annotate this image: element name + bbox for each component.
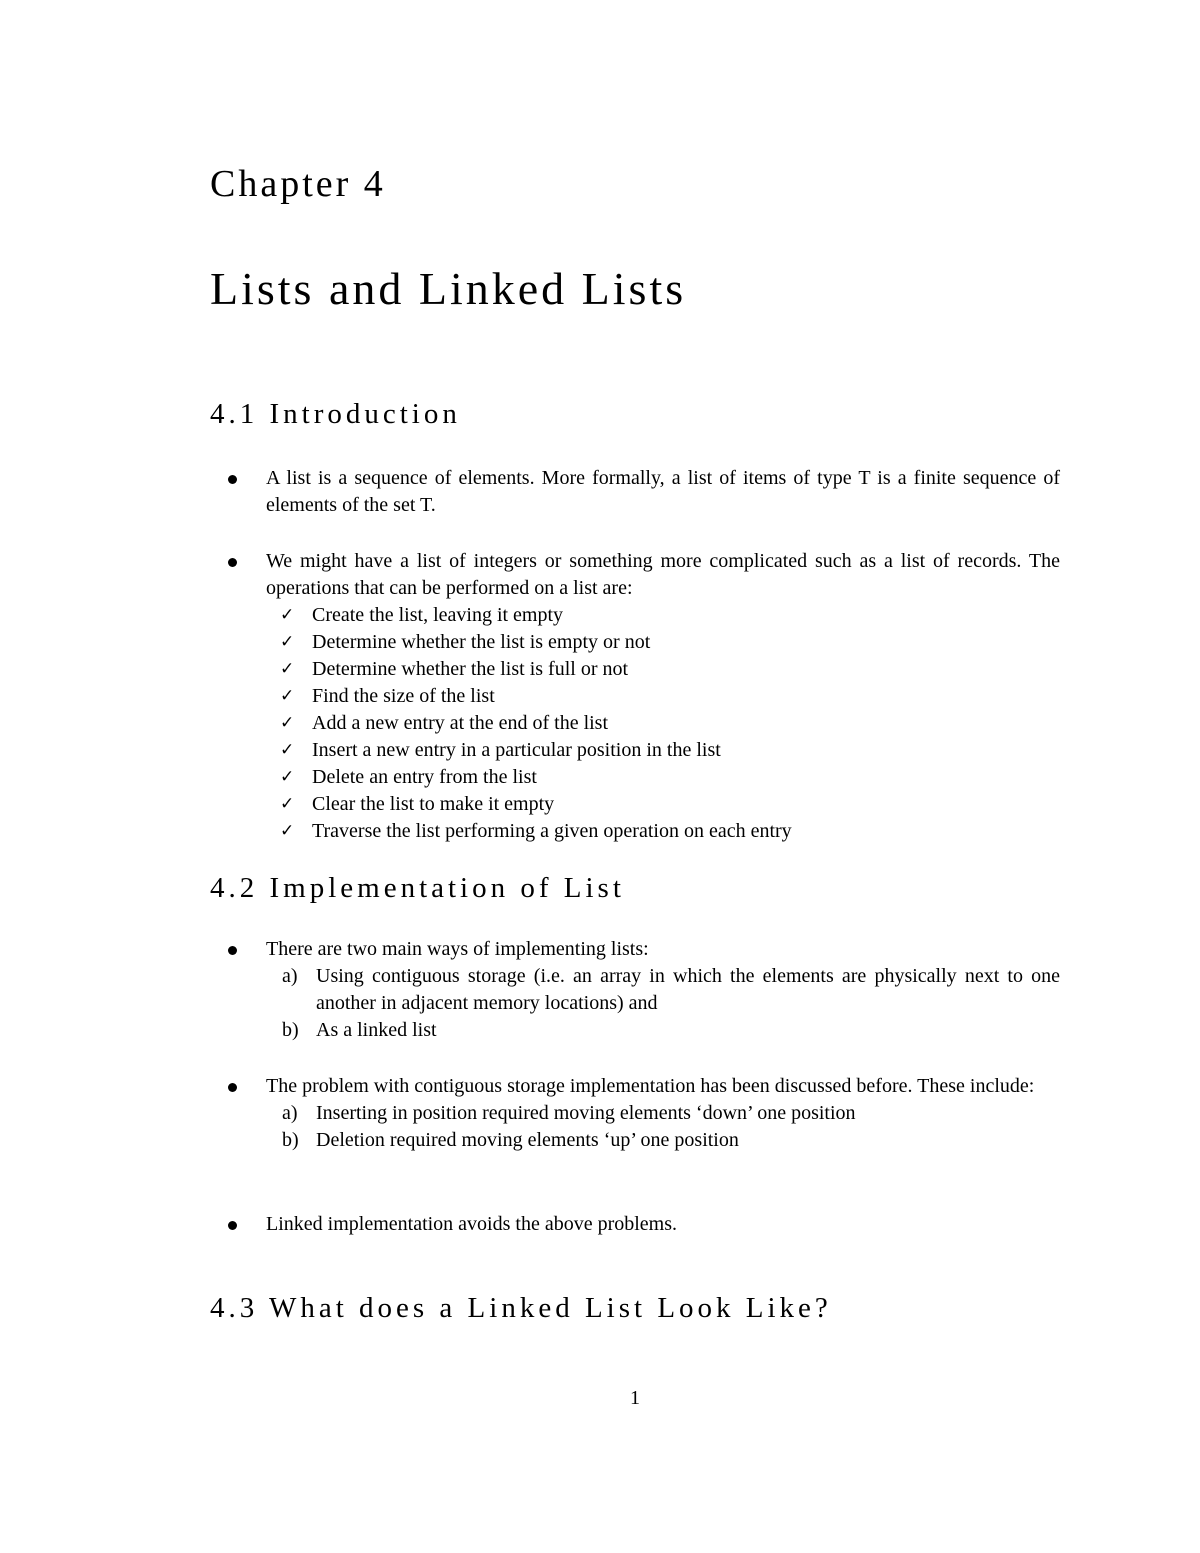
checklist-item: ✓ Delete an entry from the list — [280, 764, 1060, 791]
section-heading-introduction: 4.1 Introduction — [210, 398, 461, 430]
checklist-item: ✓ Determine whether the list is full or not — [280, 656, 1060, 683]
checklist-item: ✓ Clear the list to make it empty — [280, 791, 1060, 818]
operations-checklist — [280, 602, 1060, 845]
checkmark-icon: ✓ — [280, 713, 295, 733]
checklist-item: ✓ Create the list, leaving it empty — [280, 602, 1060, 629]
bullet-text: A list is a sequence of elements. More formally, a list of items of type T is a finite sequence of elements of the set T. — [266, 467, 1060, 516]
section-heading-linked-list: 4.3 What does a Linked List Look Like? — [210, 1292, 832, 1324]
checkmark-icon: ✓ — [280, 659, 295, 679]
checkmark-icon: ✓ — [280, 767, 295, 787]
bullet-icon — [228, 946, 237, 955]
list-item — [228, 465, 1060, 519]
lettered-item: a) Using contiguous storage (i.e. an array in which the elements are physically next to one another in adjacent memory locations) and — [282, 965, 1060, 1014]
lettered-item: a) Inserting in position required moving elements ‘down’ one position — [282, 1102, 856, 1124]
checklist-item: ✓ Insert a new entry in a particular position in the list — [280, 737, 1060, 764]
bullet-icon — [228, 475, 237, 484]
checkmark-icon: ✓ — [280, 821, 295, 841]
contiguous-problems-list — [282, 1100, 1060, 1154]
list-item — [228, 548, 1060, 845]
bullet-icon — [228, 558, 237, 567]
lettered-item: b) Deletion required moving elements ‘up’ one position — [282, 1129, 739, 1151]
list-item — [228, 1211, 1060, 1238]
checkmark-icon: ✓ — [280, 794, 295, 814]
bullet-text: The problem with contiguous storage implementation has been discussed before. These include: — [266, 1075, 1035, 1097]
chapter-label: Chapter 4 — [210, 163, 386, 205]
checkmark-icon: ✓ — [280, 740, 295, 760]
bullet-text: Linked implementation avoids the above problems. — [266, 1213, 678, 1235]
page-number: 1 — [630, 1387, 640, 1409]
bullet-text: We might have a list of integers or something more complicated such as a list of records. The operations that can be performed on a list are: — [266, 550, 1060, 599]
bullet-text: There are two main ways of implementing lists: — [266, 938, 649, 960]
bullet-icon — [228, 1083, 237, 1092]
lettered-item: b) As a linked list — [282, 1019, 437, 1041]
implementation-ways-list — [282, 963, 1060, 1044]
checklist-item: ✓ Find the size of the list — [280, 683, 1060, 710]
chapter-title: Lists and Linked Lists — [210, 263, 687, 314]
checklist-item: ✓ Traverse the list performing a given operation on each entry — [280, 818, 1060, 845]
list-item — [228, 936, 1060, 1044]
checkmark-icon: ✓ — [280, 605, 295, 625]
checklist-item: ✓ Add a new entry at the end of the list — [280, 710, 1060, 737]
list-item — [228, 1073, 1060, 1154]
checkmark-icon: ✓ — [280, 632, 295, 652]
checklist-item: ✓ Determine whether the list is empty or not — [280, 629, 1060, 656]
bullet-icon — [228, 1221, 237, 1230]
checkmark-icon: ✓ — [280, 686, 295, 706]
section-heading-implementation: 4.2 Implementation of List — [210, 872, 625, 904]
